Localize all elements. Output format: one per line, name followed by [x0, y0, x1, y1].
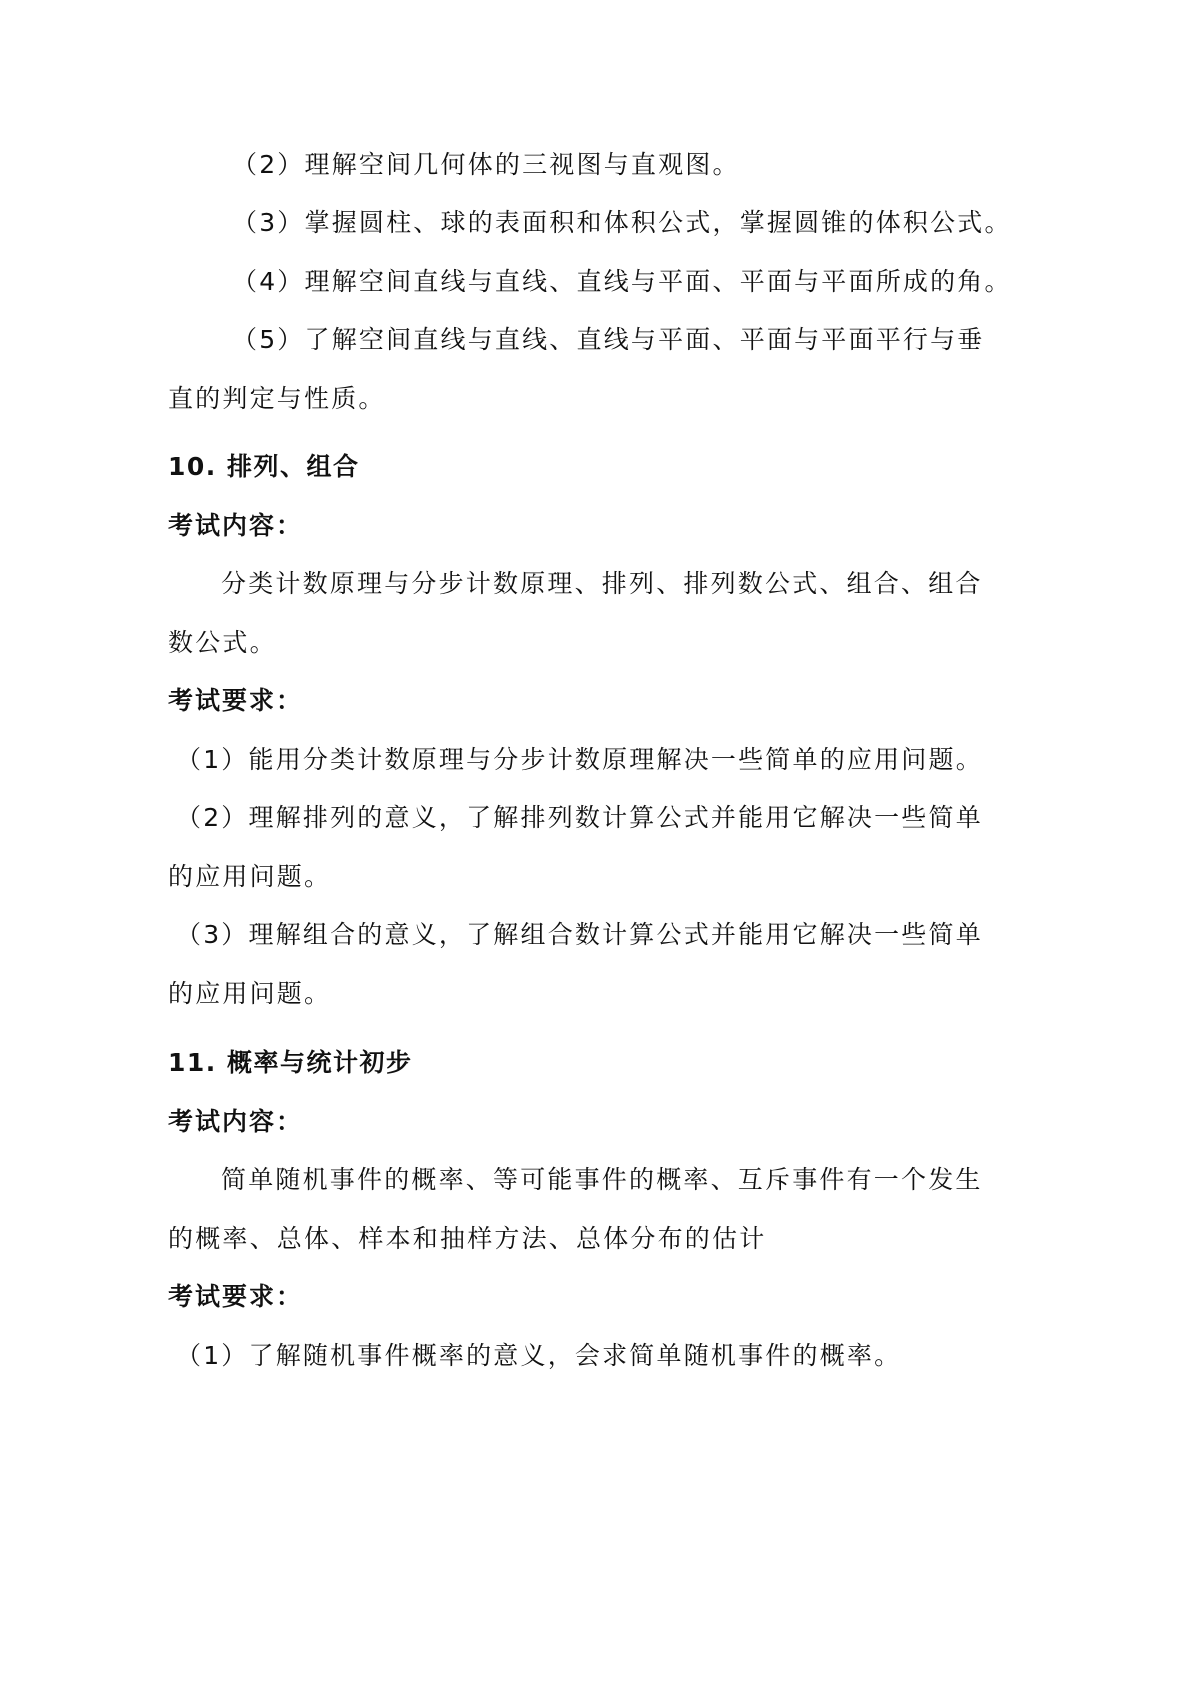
req-item-3-line-cont: 的应用问题。 [168, 979, 332, 1008]
exam-content-line-cont: 的概率、总体、样本和抽样方法、总体分布的估计 [168, 1224, 767, 1253]
req-item-1-line: （1）了解随机事件概率的意义，会求简单随机事件的概率。 [176, 1341, 902, 1370]
exam-content-label: 考试内容： [168, 1107, 304, 1136]
exam-content-line: 分类计数原理与分步计数原理、排列、排列数公式、组合、组合 [221, 569, 983, 598]
req-item-3-line: （3）掌握圆柱、球的表面积和体积公式，掌握圆锥的体积公式。 [232, 208, 1012, 237]
section-heading-11: 11. 概率与统计初步 [168, 1048, 413, 1077]
exam-content-line-cont: 数公式。 [168, 628, 277, 657]
section-heading-10: 10. 排列、组合 [168, 452, 360, 481]
exam-content-label: 考试内容： [168, 511, 304, 540]
req-item-2-line-cont: 的应用问题。 [168, 862, 332, 891]
exam-requirements-label: 考试要求： [168, 686, 304, 715]
req-item-5-line-cont: 直的判定与性质。 [168, 384, 386, 413]
req-item-4-line: （4）理解空间直线与直线、直线与平面、平面与平面所成的角。 [232, 267, 1012, 296]
req-item-2-line: （2）理解排列的意义，了解排列数计算公式并能用它解决一些简单 [176, 803, 983, 832]
exam-content-line: 简单随机事件的概率、等可能事件的概率、互斥事件有一个发生 [221, 1165, 983, 1194]
req-item-5-line: （5）了解空间直线与直线、直线与平面、平面与平面平行与垂 [232, 325, 985, 354]
req-item-1-line: （1）能用分类计数原理与分步计数原理解决一些简单的应用问题。 [176, 745, 983, 774]
exam-requirements-label: 考试要求： [168, 1282, 304, 1311]
req-item-2-line: （2）理解空间几何体的三视图与直观图。 [232, 150, 740, 179]
req-item-3-line: （3）理解组合的意义，了解组合数计算公式并能用它解决一些简单 [176, 920, 983, 949]
